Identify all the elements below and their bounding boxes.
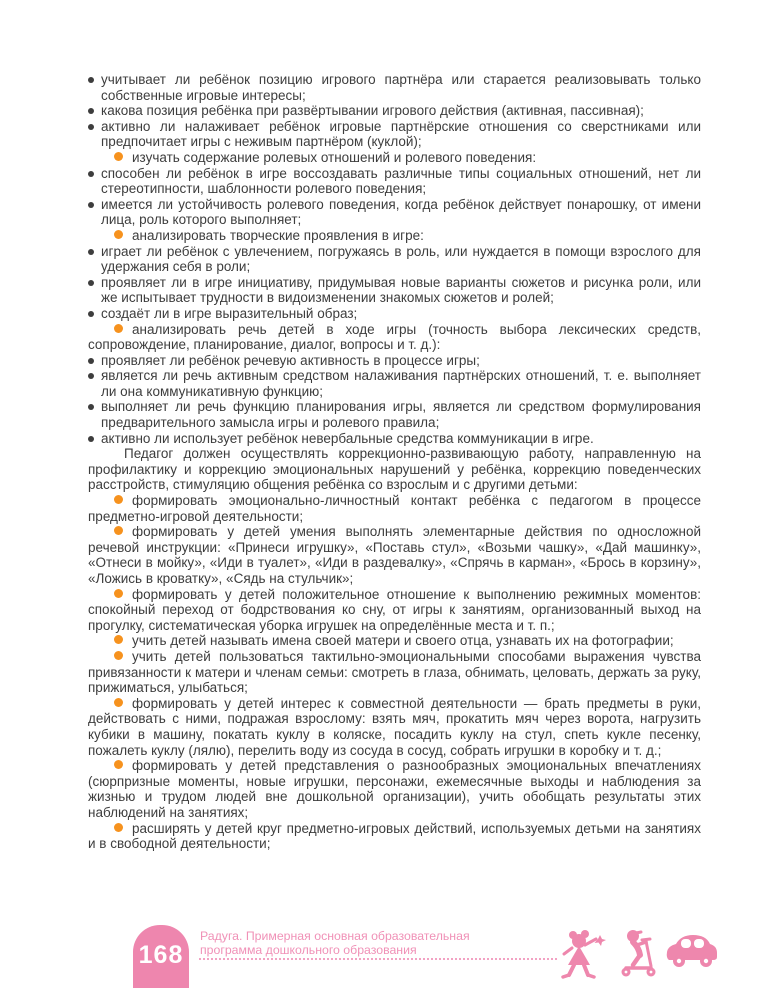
list-item-main (88, 524, 701, 586)
list-item-text: учить детей называть имена своей матери и своего отца, узнавать их на фотографии; (132, 633, 674, 649)
bullet-icon (114, 152, 123, 161)
bullet-icon (88, 124, 94, 130)
footer-caption-line2: программа дошкольного образования (200, 943, 417, 958)
list-item-main (88, 649, 701, 696)
list-item-main (88, 633, 701, 649)
girl-icon (556, 928, 610, 980)
bullet-icon (88, 249, 94, 255)
list-item-text: проявляет ли в игре инициативу, придумывая новые варианты сюжетов и рисунка роли, или же испытывает трудности в видоизменении знакомых сюжетов и ролей; (101, 274, 701, 306)
list-item-text: формировать у детей умения выполнять элементарные действия по односложной речевой инструкции: «Принеси игрушку», «Поставь стул», «Возьми чашку», «Дай машинку», «Отнеси в мойку», «Иди в туалет», «Иди в раздевалку», «Спрячь в карман», «Брось в корзину», «Ложись в кроватку», «Сядь на стульчик»; (88, 524, 701, 586)
list-item-text: формировать у детей интерес к совместной деятельности — брать предметы в руки, действовать с ними, подражая взрослому: взять мяч, прокатить мяч через ворота, нагрузить кубики в машину, покатать куклу в коляске, посадить куклу на стул, спеть кукле песенку, пожалеть куклу (лялю), перелить воду из сосуда в сосуд, собрать игрушки в коробку и т. д.; (88, 695, 701, 758)
list-item-text: формировать эмоционально-личностный контакт ребёнка с педагогом в процессе предметно-игровой деятельности; (88, 493, 701, 524)
bullet-icon (114, 823, 123, 832)
bullet-icon (114, 230, 123, 239)
list-item-text: формировать у детей представления о разнообразных эмоциональных впечатлениях (сюрпризные моменты, новые игрушки, персонажи, ежемесячные выходы и наблюдения за жизнью и трудом людей вне дошкольной организации), учить обобщать результаты этих наблюдений на занятиях; (88, 758, 701, 820)
list-item-text: анализировать творческие проявления в игре: (132, 227, 424, 243)
bullet-icon (88, 311, 94, 317)
page-text (88, 72, 701, 852)
list-item-main (88, 758, 701, 820)
list-item-text: анализировать речь детей в ходе игры (точность выбора лексических средств, сопровождение, планирование, диалог, вопросы и т. д.): (88, 321, 701, 353)
list-item-text: проявляет ли ребёнок речевую активность в процессе игры; (101, 352, 480, 368)
paragraph (88, 446, 701, 493)
list-item-sub (88, 275, 701, 306)
list-item-sub (88, 119, 701, 150)
footer-caption (200, 929, 560, 958)
bullet-icon (114, 526, 123, 535)
list-item-text: активно ли использует ребёнок невербальные средства коммуникации в игре. (101, 430, 594, 446)
list-item-main (88, 587, 701, 634)
list-item-text: учитывает ли ребёнок позицию игрового партнёра или старается реализовывать только собственные игровые интересы; (101, 72, 701, 103)
list-item-sub (88, 353, 701, 369)
list-item-sub (88, 244, 701, 275)
list-item-main (88, 150, 701, 166)
bullet-icon (88, 108, 94, 114)
list-item-sub (88, 431, 701, 447)
list-item-main (88, 821, 701, 852)
list-item-text: является ли речь активным средством налаживания партнёрских отношений, т. е. выполняет ли она коммуникативную функцию; (101, 368, 701, 399)
list-item-main (88, 322, 701, 353)
bullet-icon (88, 373, 94, 379)
bullet-icon (114, 635, 123, 644)
list-item-sub (88, 306, 701, 322)
footer-caption-line1: Радуга. Примерная основная образовательная (200, 929, 470, 943)
page-number: 168 (138, 941, 184, 969)
list-item-text: способен ли ребёнок в игре воссоздавать различные типы социальных отношений, нет ли стереотипности, шаблонности ролевого поведения; (101, 165, 701, 197)
list-item-main (88, 696, 701, 758)
page-number-badge (133, 925, 189, 988)
bullet-icon (88, 436, 94, 442)
bullet-icon (114, 698, 123, 707)
list-item-text: выполняет ли речь функцию планирования игры, является ли средством формулирования предварительного замысла игры и ролевого правила; (101, 399, 701, 431)
bullet-icon (88, 280, 94, 286)
bullet-icon (114, 324, 123, 333)
dotted-separator (199, 958, 557, 960)
list-item-text: имеется ли устойчивость ролевого поведения, когда ребёнок действует понарошку, от имени лица, роль которого выполняет; (101, 196, 701, 228)
list-item-text: играет ли ребёнок с увлечением, погружаясь в роль, или нуждается в помощи взрослого для удержания себя в роли; (101, 243, 701, 275)
scooter-icon (613, 928, 661, 978)
list-item-sub (88, 399, 701, 430)
list-item-text: формировать у детей положительное отношение к выполнению режимных моментов: спокойный переход от бодрствования ко сну, от игры к занятиям, организованный выход на прогулку, систематическая уборка игрушек на определённые места и т. п.; (88, 586, 701, 633)
list-item-text: создаёт ли в игре выразительный образ; (101, 305, 358, 321)
list-item-sub (88, 368, 701, 399)
list-item-sub (88, 103, 701, 119)
bullet-icon (88, 358, 94, 364)
list-item-sub (88, 197, 701, 228)
list-item-text: изучать содержание ролевых отношений и ролевого поведения: (132, 149, 537, 165)
list-item-main (88, 228, 701, 244)
bullet-icon (114, 651, 123, 660)
list-item-text: активно ли налаживает ребёнок игровые партнёрские отношения со сверстниками или предпочитает игры с неживым партнёром (куклой); (101, 118, 701, 150)
list-item-sub (88, 72, 701, 103)
list-item-text: какова позиция ребёнка при развёртывании игрового действия (активная, пассивная); (101, 103, 644, 119)
bullet-icon (88, 171, 94, 177)
footer-icons (556, 928, 720, 982)
list-item-sub (88, 166, 701, 197)
list-item-text: расширять у детей круг предметно-игровых действий, используемых детьми на занятиях и в свободной деятельности; (88, 820, 701, 852)
bullet-icon (114, 495, 123, 504)
bullet-icon (114, 589, 123, 598)
bullet-icon (88, 404, 94, 410)
car-icon (664, 928, 720, 972)
bullet-icon (88, 77, 94, 83)
list-item-main (88, 493, 701, 524)
bullet-icon (88, 202, 94, 208)
paragraph-text: Педагог должен осуществлять коррекционно-развивающую работу, направленную на профилактику и коррекцию эмоциональных нарушений у ребёнка, коррекцию поведенческих расстройств, стимуляцию общения ребёнка со взрослым и с другими детьми: (88, 446, 701, 493)
list-item-text: учить детей пользоваться тактильно-эмоциональными способами выражения чувства привязанности к матери и членам семьи: смотреть в глаза, обнимать, целовать, держать за руку, прижиматься, улыбаться; (88, 648, 701, 696)
bullet-icon (114, 760, 123, 769)
